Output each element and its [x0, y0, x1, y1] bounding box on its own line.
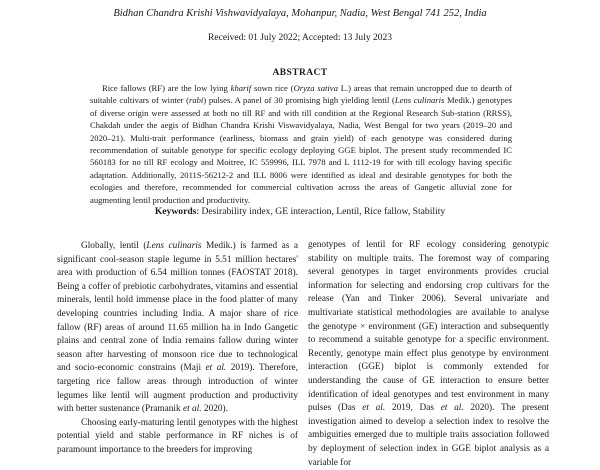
- abstract-heading: ABSTRACT: [272, 68, 328, 78]
- keywords: [0, 206, 600, 217]
- author-affiliation: Bidhan Chandra Krishi Vishwavidyalaya, Mohanpur, Nadia, West Bengal 741 252, India: [113, 8, 487, 19]
- body-column-left: [57, 240, 298, 458]
- paragraph-genotype-selection: Choosing early-maturing lentil genotypes with the highest potential yield and stable performance in RF niches is of paramount importance to the breeders for improving: [57, 417, 298, 455]
- keywords-values: : Desirability index, GE interaction, Lentil, Rice fallow, Stability: [196, 206, 446, 217]
- abstract-text: Rice fallows (RF) are the low lying kharif sown rice (Oryza sativa L.) areas that remain uncropped due to dearth of suitable cultivars of winter (rabi) pulses. A panel of 30 promising high yielding lentil (Lens culinaris Medik.) genotypes of diverse origin were assessed at both no till RF and with till condition at the Regional Research Sub-station (RRSS), Chakdah under the aegis of Bidhan Chandra Krishi Viswavidyalaya, Nadia, West Bengal for two years (2019–20 and 2020–21). Multi-trait performance (earliness, biomass and grain yield) of each genotype was considered during recommendation of suitable genotype for specific ecology deploying GGE biplot. The present study recommended IC 560183 for no till RF ecology and Moitree, IC 559996, ILL 7978 and L 1112-19 for with till ecology having specific adaptation. Additionally, 2011S-56212-2 and ILL 8006 were identified as ideal and desirable genotypes for both the ecologies and therefore, recommended for commercial cultivation across the areas of Gangetic alluvial zone for augmenting lentil production and productivity.: [90, 83, 513, 205]
- keywords-label: Keywords: [154, 206, 197, 217]
- body-column-right: [308, 239, 549, 470]
- paragraph-intro: Globally, lentil (Lens culinaris Medik.) is farmed as a significant cool-season staple legume in 5.51 million hectares' area with production of 6.54 million tonnes (FAOSTAT 2018). Being a coffer of prebiotic carbohydrates, vitamins and essential minerals, lentil hold immense place in the food platter of many developing countries including India. A major share of rice fallow (RF) areas of around 11.65 million ha in Indo Gangetic plains and central zone of India remains fallow during winter season after harvesting of monsoon rice due to technological and socio-economic constrains (Maji et al. 2019). Therefore, targeting rice fallow areas through introduction of winter legumes like lentil will augment production and productivity with better sustenance (Pramanik et al. 2020).: [57, 241, 299, 415]
- received-accepted-dates: Received: 01 July 2022; Accepted: 13 July 2023: [208, 33, 392, 43]
- paragraph-continued: genotypes of lentil for RF ecology considering genotypic stability on multiple traits. The foremost way of comparing several genotypes in target environments provides crucial information for selecting and endorsing crop cultivars for the release (Yan and Tinker 2006). Several univariate and multivariate statistical methodologies are available to analyse the genotype × environment (GE) interaction and subsequently to recommend a suitable genotype for a specific environment. Recently, genotype main effect plus genotype by environment interaction (GGE) biplot is commonly extended for understanding the cause of GE interaction to ensure better identification of ideal genotypes and test environment in many pulses (Das et al. 2019, Das et al. 2020). The present investigation aimed to develop a selection index to resolve the ambiguities emerged due to multiple traits association followed by deployment of selection index in GGE biplot analysis as a variable for: [308, 240, 550, 468]
